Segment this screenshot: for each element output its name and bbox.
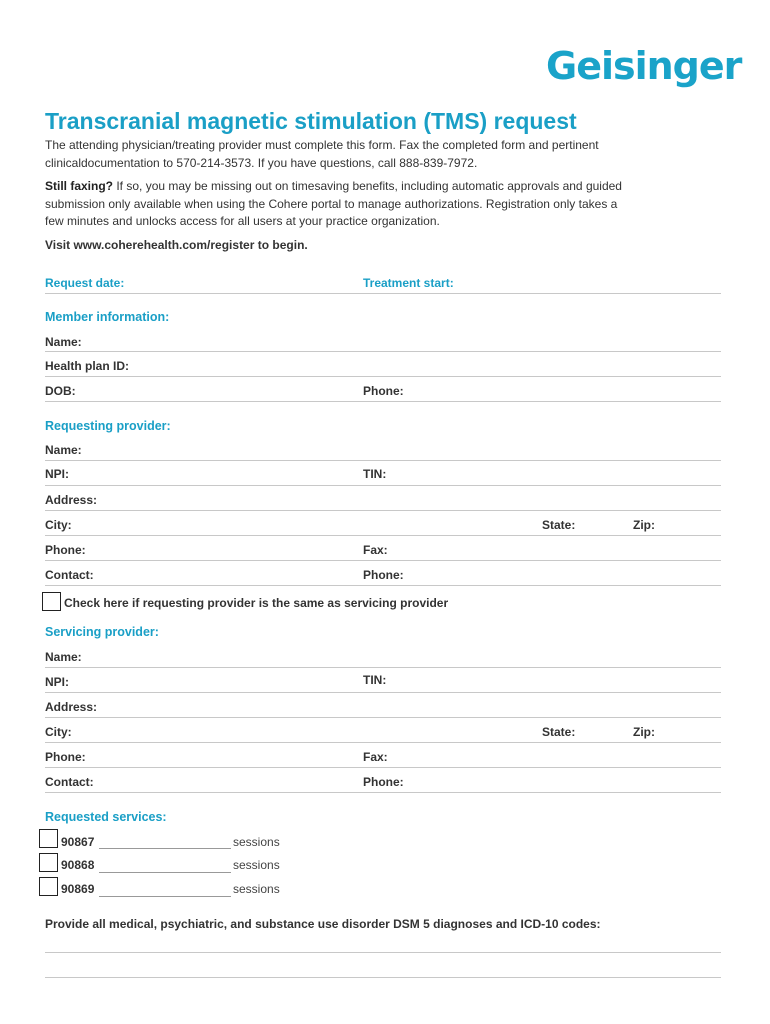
faxing-notice xyxy=(45,178,645,231)
svc-contact-phone-label: Phone: xyxy=(363,775,404,789)
same-as-servicing-label: Check here if requesting provider is the same as servicing provider xyxy=(64,596,449,610)
service-90867-checkbox[interactable] xyxy=(39,829,58,848)
service-90868-unit: sessions xyxy=(233,858,280,872)
svc-name-field[interactable] xyxy=(45,667,721,668)
svc-contact-label: Contact: xyxy=(45,775,94,789)
requested-services-heading: Requested services: xyxy=(45,810,167,824)
service-90869-code: 90869 xyxy=(61,882,95,896)
svc-zip-label: Zip: xyxy=(633,725,655,739)
svc-city-label: City: xyxy=(45,725,72,739)
member-health-plan-id-field[interactable] xyxy=(45,376,721,377)
faxing-line-2: submission only available when using the Cohere portal to manage authorizations. Registration only takes a xyxy=(45,196,618,211)
member-info-heading: Member information: xyxy=(45,310,170,324)
service-90867-code: 90867 xyxy=(61,835,95,849)
req-fax-label: Fax: xyxy=(363,543,388,557)
requesting-provider-heading: Requesting provider: xyxy=(45,419,171,433)
diagnoses-line-2[interactable] xyxy=(45,977,721,978)
request-date-label: Request date: xyxy=(45,276,125,290)
req-contact-field[interactable] xyxy=(45,585,721,586)
diagnoses-line-1[interactable] xyxy=(45,952,721,953)
geisinger-logo: Geisinger xyxy=(546,44,742,88)
service-90869-sessions-field[interactable] xyxy=(99,896,231,897)
req-name-label: Name: xyxy=(45,443,82,457)
svc-state-label: State: xyxy=(542,725,576,739)
req-npi-label: NPI: xyxy=(45,467,69,481)
svc-contact-field[interactable] xyxy=(45,792,721,793)
svc-tin-label: TIN: xyxy=(363,673,387,687)
svc-fax-label: Fax: xyxy=(363,750,388,764)
service-90869-checkbox[interactable] xyxy=(39,877,58,896)
member-name-label: Name: xyxy=(45,335,82,349)
req-npi-tin-field[interactable] xyxy=(45,485,721,486)
req-phone-fax-field[interactable] xyxy=(45,560,721,561)
svc-name-label: Name: xyxy=(45,650,82,664)
req-contact-phone-label: Phone: xyxy=(363,568,404,582)
req-address-field[interactable] xyxy=(45,510,721,511)
page-title: Transcranial magnetic stimulation (TMS) request xyxy=(45,108,577,134)
req-zip-label: Zip: xyxy=(633,518,655,532)
intro-line-1: The attending physician/treating provider must complete this form. Fax the completed form and pertinent xyxy=(45,138,599,152)
same-as-servicing-checkbox[interactable] xyxy=(42,592,61,611)
service-90868-code: 90868 xyxy=(61,858,95,872)
req-name-field[interactable] xyxy=(45,460,721,461)
service-90868-checkbox[interactable] xyxy=(39,853,58,872)
svc-phone-label: Phone: xyxy=(45,750,86,764)
svc-npi-label: NPI: xyxy=(45,675,69,689)
req-state-label: State: xyxy=(542,518,576,532)
service-90869-unit: sessions xyxy=(233,882,280,896)
req-city-field[interactable] xyxy=(45,535,721,536)
svc-address-label: Address: xyxy=(45,700,98,714)
service-90867-unit: sessions xyxy=(233,835,280,849)
req-contact-label: Contact: xyxy=(45,568,94,582)
req-phone-label: Phone: xyxy=(45,543,86,557)
visit-register-text: Visit www.coherehealth.com/register to begin. xyxy=(45,238,308,252)
faxing-line-1: If so, you may be missing out on timesaving benefits, including automatic approvals and guided xyxy=(113,179,622,193)
faxing-line-3: few minutes and unlocks access for all users at your practice organization. xyxy=(45,214,440,228)
req-tin-label: TIN: xyxy=(363,467,387,481)
faxing-bold: Still faxing? xyxy=(45,179,114,193)
svc-npi-tin-field[interactable] xyxy=(45,692,721,693)
request-date-field[interactable] xyxy=(45,293,721,294)
member-dob-label: DOB: xyxy=(45,384,76,398)
svc-city-field[interactable] xyxy=(45,742,721,743)
member-phone-label: Phone: xyxy=(363,384,404,398)
member-name-field[interactable] xyxy=(45,351,721,352)
intro-line-2: clinicaldocumentation to 570-214-3573. If you have questions, call 888-839-7972. xyxy=(45,155,478,170)
service-90868-sessions-field[interactable] xyxy=(99,872,231,873)
diagnoses-prompt: Provide all medical, psychiatric, and substance use disorder DSM 5 diagnoses and ICD-10 codes: xyxy=(45,917,601,931)
intro-text xyxy=(45,137,645,172)
member-dob-phone-field[interactable] xyxy=(45,401,721,402)
member-health-plan-id-label: Health plan ID: xyxy=(45,359,130,373)
service-90867-sessions-field[interactable] xyxy=(99,848,231,849)
req-address-label: Address: xyxy=(45,493,98,507)
treatment-start-label: Treatment start: xyxy=(363,276,454,290)
req-city-label: City: xyxy=(45,518,72,532)
svc-phone-fax-field[interactable] xyxy=(45,767,721,768)
svc-address-field[interactable] xyxy=(45,717,721,718)
servicing-provider-heading: Servicing provider: xyxy=(45,625,159,639)
